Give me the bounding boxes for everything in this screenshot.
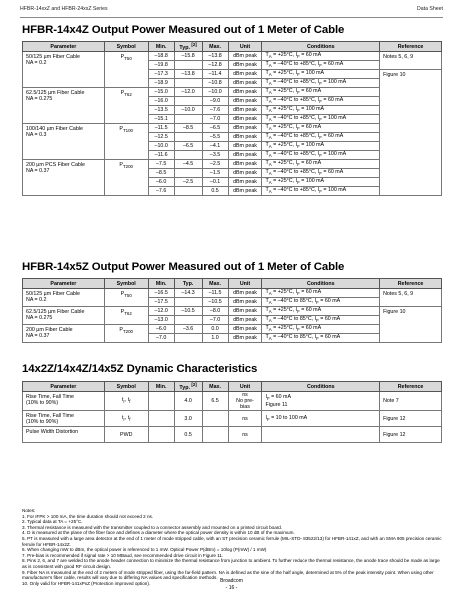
parameter-line: Pulse Width Distortion [26, 428, 79, 435]
conditions-cell: $T_A = -40^\circ C$ to +85°C, $I_F = 60$ mA [262, 169, 380, 178]
subscript: A [268, 153, 272, 159]
typ-cell: –15.8 [174, 52, 202, 61]
conditions-cell [262, 392, 380, 411]
subscript: F [297, 309, 300, 315]
table-row [23, 88, 442, 97]
subscript: f [129, 399, 131, 405]
unit-cell: dBm peak [228, 298, 262, 307]
min-cell [148, 411, 174, 427]
parameter-line: NA = 0.3 [26, 131, 47, 138]
max-cell: 0.0 [202, 325, 228, 334]
max-cell: –9.0 [202, 97, 228, 106]
typ-cell [174, 151, 202, 160]
symbol-cell: $P_{T50}$ [104, 52, 148, 88]
max-cell: –13.8 [202, 52, 228, 61]
min-cell [148, 427, 174, 443]
symbol-cell: $t_r$, $t_f$ [104, 411, 148, 427]
subscript: A [268, 300, 272, 306]
table-row [23, 392, 442, 411]
subscript: A [268, 162, 272, 168]
unit-cell: dBm peak [228, 79, 262, 88]
column-header: Parameter [23, 42, 105, 52]
note-item: 2. Typical data at TA = +25°C. [22, 519, 83, 525]
parameter-line: 50/125 µm Fiber Cable [26, 53, 80, 60]
parameter-line: 200 µm PCS Fiber Cable [26, 161, 85, 168]
subscript: F [297, 90, 300, 96]
max-cell [202, 427, 228, 443]
parameter-cell [23, 392, 105, 411]
max-cell: –0.1 [202, 178, 228, 187]
min-cell: –7.6 [148, 187, 174, 196]
conditions-cell: $T_A = -40^\circ C$ to +85°C, $I_F = 60$ mA [262, 133, 380, 142]
table-header-row [23, 279, 442, 289]
conditions-cell: $T_A = -40^\circ C$ to +85°C, $I_F = 100$ mA [262, 115, 380, 124]
parameter-line: 200 µm Fiber Cable [26, 326, 73, 333]
subscript: A [268, 108, 272, 114]
column-header: Reference [380, 279, 442, 289]
symbol-subscript: T200 [122, 163, 134, 169]
table-row [23, 427, 442, 443]
note-item: 1. For IFPK > 100 mA, the time duration should not exceed 2 ns. [22, 513, 154, 519]
min-cell: –11.5 [148, 124, 174, 133]
symbol-subscript: T62 [124, 91, 132, 97]
max-cell: –7.0 [202, 316, 228, 325]
min-cell: –16.5 [148, 289, 174, 298]
typ-cell [174, 133, 202, 142]
subscript: A [268, 318, 272, 324]
parameter-cell [23, 88, 105, 124]
table-row [23, 52, 442, 61]
conditions-cell: $T_A = -40^\circ C$ to 85°C, $I_F = 60$ mA [262, 316, 380, 325]
unit-cell: dBm peak [228, 124, 262, 133]
reference-cell: Figure 12 [380, 427, 442, 443]
subscript: A [268, 144, 272, 150]
condition-line: $I_F = 60$ mA [265, 394, 291, 402]
subscript: F [266, 417, 270, 423]
subscript: F [316, 336, 319, 342]
typ-cell: 3.0 [174, 411, 202, 427]
subscript: A [268, 63, 272, 69]
min-cell: –7.5 [148, 160, 174, 169]
min-cell: –7.0 [148, 334, 174, 343]
conditions-cell [262, 427, 380, 443]
column-header: Conditions [262, 382, 380, 392]
unit-cell: dBm peak [228, 115, 262, 124]
footnote-ref: [2] [191, 382, 197, 388]
subscript: A [268, 291, 272, 297]
footnote-ref: [2] [191, 42, 197, 48]
reference-cell: Notes 5, 6, 9 [380, 289, 442, 307]
parameter-cell [23, 289, 105, 307]
page-footer [0, 578, 463, 592]
unit-cell: dBm peak [228, 289, 262, 298]
reference-cell: Figure 12 [380, 411, 442, 427]
column-header: Reference [380, 382, 442, 392]
section-title-14x4z: HFBR-14x4Z Output Power Measured out of 1 Meter of Cable [22, 24, 345, 36]
note-item: 8. Pins 2, 6, and 7 are welded to the anode header connection to minimize the thermal resistance from junction to ambient. To further reduce the thermal resistance, the anode trace should be made as large as is consistent with good RF circuit design. [22, 558, 440, 569]
conditions-cell: $T_A = +25^\circ C$, $I_F = 60$ mA [262, 160, 380, 169]
parameter-line: (10% to 90%) [26, 399, 59, 406]
symbol-cell: $P_{T200}$ [104, 325, 148, 343]
column-header: Conditions [262, 279, 380, 289]
conditions-cell: $T_A = +25^\circ C$, $I_F = 60$ mA [262, 307, 380, 316]
parameter-cell [23, 124, 105, 160]
note-item: 6. When changing mW to dBm, the optical power is referenced to 1 mW. Optical Power P(dBm) = 10log (P(mW) / 1 mW) [22, 547, 267, 553]
typ-cell: –14.3 [174, 289, 202, 298]
header-doc-title: HFBR-14xxZ and HFBR-24xxZ Series [20, 6, 108, 12]
table-row [23, 289, 442, 298]
subscript: F [319, 81, 322, 87]
output-power-table-14x4z [22, 41, 442, 196]
typ-cell [174, 316, 202, 325]
min-cell: –17.3 [148, 70, 174, 79]
max-cell: –1.5 [202, 169, 228, 178]
unit-cell [228, 392, 262, 411]
subscript: A [268, 99, 272, 105]
column-header: Typ. [2] [174, 42, 202, 52]
typ-cell: –13.8 [174, 70, 202, 79]
typ-cell [174, 298, 202, 307]
column-header: Reference [380, 42, 442, 52]
parameter-line: NA = 0.37 [26, 332, 50, 339]
conditions-cell [262, 411, 380, 427]
header-doc-type: Data Sheet [417, 6, 443, 12]
max-cell: –7.6 [202, 106, 228, 115]
note-item: 10. Only valid for HFBR-141xPxZ (Protection improved option). [22, 580, 151, 586]
symbol-cell: $P_{T62}$ [104, 307, 148, 325]
dynamic-characteristics-table [22, 381, 442, 443]
column-header: Unit [228, 279, 262, 289]
conditions-cell: $T_A = +25^\circ C$, $I_F = 60$ mA [262, 325, 380, 334]
max-cell: –3.5 [202, 151, 228, 160]
subscript: F [297, 180, 300, 186]
reference-cell: Note 7 [380, 392, 442, 411]
column-header: Parameter [23, 279, 105, 289]
output-power-table-14x5z [22, 278, 442, 343]
subscript: F [319, 171, 322, 177]
subscript: A [268, 180, 272, 186]
condition-line: Figure 11 [265, 401, 288, 408]
unit-line: ns [242, 392, 248, 398]
typ-cell [174, 79, 202, 88]
conditions-cell: $T_A = -40^\circ C$ to +85°C, $I_F = 60$ mA [262, 97, 380, 106]
min-cell: –12.5 [148, 133, 174, 142]
parameter-cell [23, 427, 105, 443]
subscript: F [319, 135, 322, 141]
unit-cell: dBm peak [228, 316, 262, 325]
subscript: f [129, 417, 131, 423]
parameter-cell [23, 307, 105, 325]
min-cell: –19.8 [148, 61, 174, 70]
column-header: Max. [202, 279, 228, 289]
symbol-subscript: T62 [124, 310, 132, 316]
reference-cell: Figure 10 [380, 307, 442, 343]
column-header: Symbol [104, 42, 148, 52]
parameter-cell [23, 160, 105, 196]
subscript: F [297, 291, 300, 297]
max-cell: –8.0 [202, 307, 228, 316]
subscript: F [316, 300, 319, 306]
subscript: F [297, 144, 300, 150]
note-item: 5. PT is measured with a large area detector at the end of 1 meter of mode stripped cable, with an ST precision ceramic ferrule (MIL-STD- 83522/13) for HFBR-141xZ, and with an SMA 905 precision ceramic ferrule for HFBR-14x2Z. [22, 535, 442, 547]
subscript: F [297, 108, 300, 114]
reference-cell: Figure 10 [380, 70, 442, 196]
subscript: A [268, 189, 272, 195]
conditions-cell: $T_A = +25^\circ C$, $I_F = 100$ mA [262, 178, 380, 187]
unit-line: ns [242, 431, 248, 438]
max-cell: 6.5 [202, 392, 228, 411]
typ-cell: –2.5 [174, 178, 202, 187]
table-header-row [23, 42, 442, 52]
max-cell: –5.5 [202, 133, 228, 142]
symbol-cell: $P_{T62}$ [104, 88, 148, 124]
max-cell: –2.5 [202, 160, 228, 169]
min-cell: –18.9 [148, 79, 174, 88]
subscript: r [123, 417, 125, 423]
parameter-line: NA = 0.2 [26, 59, 47, 66]
max-cell: 1.0 [202, 334, 228, 343]
notes-heading: Notes: [22, 508, 36, 513]
unit-cell: dBm peak [228, 133, 262, 142]
table-row [23, 325, 442, 334]
unit-cell: dBm peak [228, 187, 262, 196]
note-item: 9. Fiber NA is measured at the end of 2 meters of mode stripped fiber, using the far-field pattern. NA is defined as the sine of the half angle, determined at 5% of the peak intensity point. When using other manufacturer's fiber cable, results will vary due to differing NA values and specification methods. [22, 569, 434, 581]
max-cell: –7.0 [202, 115, 228, 124]
column-header: Max. [202, 382, 228, 392]
footer-page-number: - 16 - [225, 585, 238, 591]
section-title-14x5z: HFBR-14x5Z Output Power Measured out of 1 Meter of Cable [22, 261, 345, 273]
subscript: A [268, 117, 272, 123]
conditions-cell: $T_A = +25^\circ C$, $I_F = 60$ mA [262, 289, 380, 298]
unit-cell: dBm peak [228, 151, 262, 160]
conditions-cell: $T_A = +25^\circ C$, $I_F = 60$ mA [262, 88, 380, 97]
column-header: Typ. [174, 279, 202, 289]
column-header: Conditions [262, 42, 380, 52]
subscript: r [123, 399, 125, 405]
table-row [23, 411, 442, 427]
conditions-cell: $T_A = -40^\circ C$ to +85°C, $I_F = 100$ mA [262, 151, 380, 160]
table-row [23, 160, 442, 169]
min-cell: –15.0 [148, 88, 174, 97]
unit-cell: dBm peak [228, 106, 262, 115]
unit-cell: dBm peak [228, 325, 262, 334]
column-header: Max. [202, 42, 228, 52]
column-header: Min. [148, 382, 174, 392]
column-header: Parameter [23, 382, 105, 392]
subscript: F [297, 72, 300, 78]
unit-cell: dBm peak [228, 97, 262, 106]
subscript: A [268, 126, 272, 132]
parameter-line: Rise Time, Fall Time [26, 412, 74, 419]
symbol-subscript: T200 [122, 328, 134, 334]
conditions-cell: $T_A = -40^\circ C$ to +85°C, $I_F = 60$ mA [262, 61, 380, 70]
unit-cell [228, 427, 262, 443]
column-header: Min. [148, 279, 174, 289]
subscript: A [268, 135, 272, 141]
parameter-cell [23, 411, 105, 427]
parameter-line: 62.5/125 µm Fiber Cable [26, 308, 85, 315]
typ-cell [174, 97, 202, 106]
min-cell: –6.0 [148, 178, 174, 187]
max-cell: –12.8 [202, 61, 228, 70]
unit-line: ns [242, 415, 248, 422]
unit-cell: dBm peak [228, 169, 262, 178]
symbol-cell: $P_{T200}$ [104, 160, 148, 196]
parameter-line: NA = 0.37 [26, 167, 50, 174]
footer-company: Broadcom [220, 578, 243, 584]
max-cell: –6.5 [202, 124, 228, 133]
unit-cell: dBm peak [228, 61, 262, 70]
min-cell: –18.8 [148, 52, 174, 61]
parameter-cell [23, 52, 105, 88]
typ-cell: –10.0 [174, 106, 202, 115]
table-row [23, 124, 442, 133]
typ-cell: –4.5 [174, 160, 202, 169]
unit-cell: dBm peak [228, 334, 262, 343]
symbol-cell: $P_{T100}$ [104, 124, 148, 160]
typ-cell [174, 61, 202, 70]
subscript: F [297, 327, 300, 333]
parameter-cell [23, 325, 105, 343]
subscript: F [316, 318, 319, 324]
column-header: Unit [228, 382, 262, 392]
typ-cell [174, 334, 202, 343]
column-header: Symbol [104, 279, 148, 289]
column-header: Symbol [104, 382, 148, 392]
column-header: Min. [148, 42, 174, 52]
unit-cell: dBm peak [228, 52, 262, 61]
condition-line: $I_F = 10$ to 100 mA [265, 414, 308, 423]
conditions-cell: $T_A = +25^\circ C$, $I_F = 60$ mA [262, 52, 380, 61]
conditions-cell: $T_A = -40^\circ C$ to 85°C, $I_F = 60$ mA [262, 334, 380, 343]
section-title-dynamic: 14x2Z/14x4Z/14x5Z Dynamic Characteristics [22, 363, 258, 375]
subscript: A [268, 327, 272, 333]
min-cell: –17.5 [148, 298, 174, 307]
table-row [23, 307, 442, 316]
subscript: F [297, 126, 300, 132]
conditions-cell: $T_A = +25^\circ C$, $I_F = 100$ mA [262, 106, 380, 115]
parameter-line: (10% to 90%) [26, 418, 59, 425]
unit-cell [228, 411, 262, 427]
symbol-subscript: T50 [124, 292, 132, 298]
subscript: F [319, 189, 322, 195]
typ-cell: –6.5 [174, 142, 202, 151]
max-cell: –4.1 [202, 142, 228, 151]
subscript: F [266, 396, 270, 402]
unit-cell: dBm peak [228, 178, 262, 187]
subscript: A [268, 81, 272, 87]
max-cell: –11.4 [202, 70, 228, 79]
subscript: F [297, 162, 300, 168]
typ-cell [174, 115, 202, 124]
note-item: 7. Pre-bias is recommended if signal rate > 10 MBaud, see recommended drive circuit in Figure 11. [22, 552, 224, 558]
typ-cell: –10.5 [174, 307, 202, 316]
subscript: F [319, 117, 322, 123]
max-cell: –10.5 [202, 298, 228, 307]
typ-cell: 4.0 [174, 392, 202, 411]
min-cell: –11.6 [148, 151, 174, 160]
typ-cell: –12.0 [174, 88, 202, 97]
note-item: 4. D is measured at the plane of the fiber face and defines a diameter where the optical power density is within 10 dB of the maximum. [22, 530, 295, 536]
unit-cell: dBm peak [228, 88, 262, 97]
conditions-cell: $T_A = +25^\circ C$, $I_F = 100$ mA [262, 142, 380, 151]
unit-cell: dBm peak [228, 307, 262, 316]
symbol-cell: $t_r$, $t_f$ [104, 392, 148, 411]
conditions-cell: $T_A = -40^\circ C$ to +85°C, $I_F = 100$ mA [262, 187, 380, 196]
min-cell: –13.0 [148, 316, 174, 325]
typ-cell [174, 187, 202, 196]
symbol-subscript: T50 [124, 55, 132, 61]
column-header: Typ. [2] [174, 382, 202, 392]
subscript: F [319, 63, 322, 69]
min-cell: –15.1 [148, 115, 174, 124]
parameter-line: 62.5/125 µm Fiber Cable [26, 89, 85, 96]
min-cell: –8.5 [148, 169, 174, 178]
header-divider [20, 17, 443, 18]
max-cell: –10.0 [202, 88, 228, 97]
column-header: Unit [228, 42, 262, 52]
max-cell [202, 411, 228, 427]
max-cell: –11.5 [202, 289, 228, 298]
min-cell [148, 392, 174, 411]
typ-cell [174, 169, 202, 178]
min-cell: –10.0 [148, 142, 174, 151]
note-item: 3. Thermal resistance is measured with the transmitter coupled to a connector assembly and mounted on a printed circuit board. [22, 524, 283, 530]
parameter-line: 50/125 µm Fiber Cable [26, 290, 80, 297]
parameter-line: Rise Time, Fall Time [26, 393, 74, 400]
unit-cell: dBm peak [228, 160, 262, 169]
reference-cell: Notes 5, 6, 9 [380, 52, 442, 70]
subscript: A [268, 171, 272, 177]
subscript: F [319, 153, 322, 159]
parameter-line: NA = 0.2 [26, 296, 47, 303]
parameter-line: NA = 0.275 [26, 95, 53, 102]
conditions-cell: $T_A = -40^\circ C$ to 85°C, $I_F = 60$ mA [262, 298, 380, 307]
min-cell: –6.0 [148, 325, 174, 334]
symbol-subscript: T100 [122, 127, 134, 133]
subscript: A [268, 54, 272, 60]
typ-cell: –8.5 [174, 124, 202, 133]
subscript: A [268, 309, 272, 315]
subscript: A [268, 336, 272, 342]
subscript: F [297, 54, 300, 60]
typ-cell: 0.5 [174, 427, 202, 443]
unit-line: No pre-bias [236, 398, 254, 410]
max-cell: 0.5 [202, 187, 228, 196]
subscript: A [268, 90, 272, 96]
max-cell: –10.8 [202, 79, 228, 88]
symbol-cell: $P_{T50}$ [104, 289, 148, 307]
conditions-cell: $T_A = +25^\circ C$, $I_F = 60$ mA [262, 124, 380, 133]
typ-cell: –3.6 [174, 325, 202, 334]
subscript: A [268, 72, 272, 78]
subscript: F [319, 99, 322, 105]
notes-block [22, 508, 442, 586]
parameter-line: NA = 0.275 [26, 314, 53, 321]
conditions-cell: $T_A = -40^\circ C$ to +85°C, $I_F = 100$ mA [262, 79, 380, 88]
min-cell: –12.0 [148, 307, 174, 316]
unit-cell: dBm peak [228, 142, 262, 151]
unit-cell: dBm peak [228, 70, 262, 79]
min-cell: –13.5 [148, 106, 174, 115]
min-cell: –16.0 [148, 97, 174, 106]
conditions-cell: $T_A = +25^\circ C$, $I_F = 100$ mA [262, 70, 380, 79]
parameter-line: 100/140 µm Fiber Cable [26, 125, 83, 132]
symbol-cell: PWD [104, 427, 148, 443]
table-header-row [23, 382, 442, 392]
